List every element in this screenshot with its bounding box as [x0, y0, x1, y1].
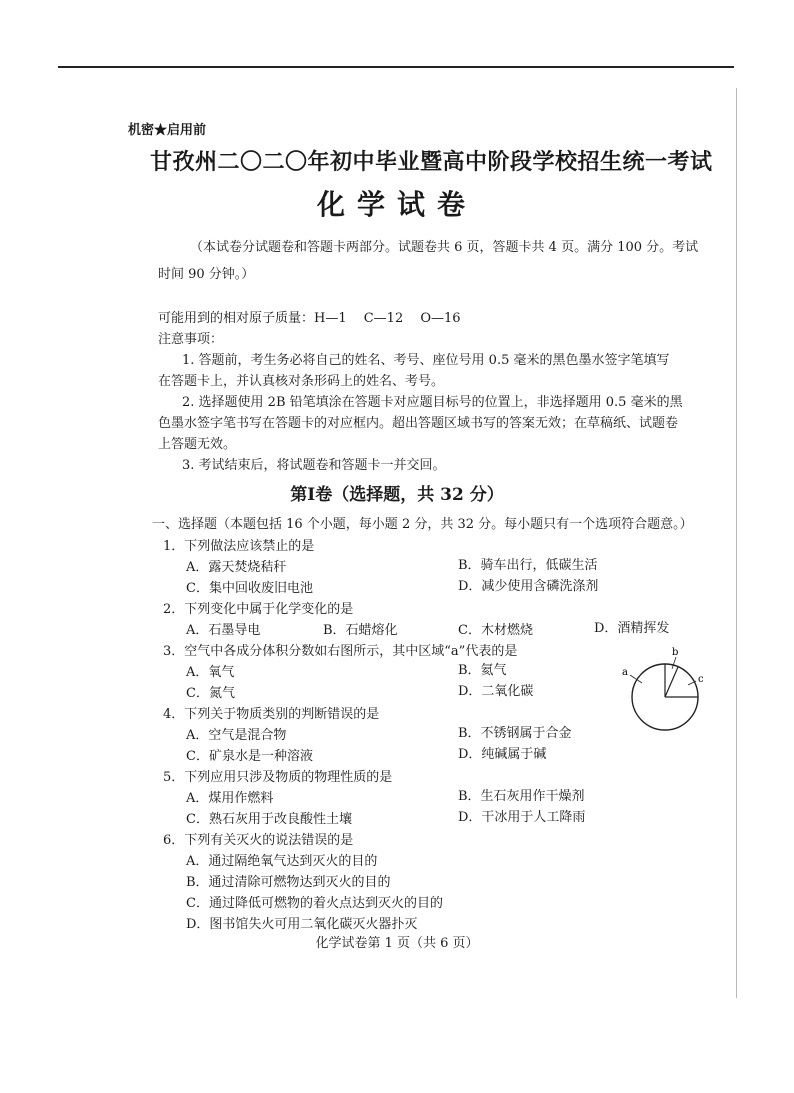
leader-line-b — [672, 657, 676, 669]
option-a: A．露天焚烧秸秆 — [186, 560, 287, 575]
option-d: D．减少使用含磷洗涤剂 — [458, 579, 599, 594]
pie-label-a: a — [622, 667, 628, 678]
air-composition-pie-figure — [620, 645, 710, 735]
notice-line: 3. 考试结束后，将试题卷和答题卡一并交回。 — [182, 458, 446, 473]
notice-line: 上答题无效。 — [158, 437, 237, 452]
question-stem: 1．下列做法应该禁止的是 — [163, 539, 315, 554]
option-b: B．石蜡熔化 — [323, 623, 398, 638]
option-b: B．不锈钢属于合金 — [458, 726, 572, 741]
option-b: B．通过清除可燃物达到灭火的目的 — [186, 875, 391, 890]
option-c: C．熟石灰用于改良酸性土壤 — [186, 812, 352, 827]
notice-line: 色墨水签字笔书写在答题卡的对应框内。超出答题区域书写的答案无效；在草稿纸、试题卷 — [158, 416, 679, 431]
page-footer: 化学试卷第 1 页（共 6 页） — [315, 936, 479, 951]
pie-label-b: b — [672, 647, 679, 658]
option-b: B．生石灰用作干燥剂 — [458, 789, 585, 804]
option-b: B．氦气 — [458, 663, 507, 678]
atomic-mass-line: 可能用到的相对原子质量：H—1 C—12 O—16 — [158, 311, 461, 326]
option-c: C．木材燃烧 — [458, 623, 533, 638]
scan-edge-line — [736, 88, 737, 998]
section-title: 第Ⅰ卷（选择题，共 32 分） — [290, 485, 504, 505]
option-a: A．煤用作燃料 — [186, 791, 274, 806]
option-c: C．通过降低可燃物的着火点达到灭火的目的 — [186, 896, 443, 911]
pie-divider — [665, 667, 678, 697]
question-stem: 2．下列变化中属于化学变化的是 — [163, 602, 354, 617]
pie-label-c: c — [698, 674, 704, 685]
option-c: C．集中回收废旧电池 — [186, 581, 313, 596]
intro-line-1: （本试卷分试题卷和答题卡两部分。试题卷共 6 页，答题卡共 4 页。满分 100 分。考试 — [190, 240, 699, 255]
intro-line-2: 时间 90 分钟。） — [158, 267, 255, 282]
notice-line: 1. 答题前，考生务必将自己的姓名、考号、座位号用 0.5 毫米的黑色墨水签字笔填写 — [182, 353, 670, 368]
option-a: A．氧气 — [186, 665, 235, 680]
top-rule — [58, 66, 734, 68]
question-stem: 3．空气中各成分体积分数如右图所示，其中区域“a”代表的是 — [163, 644, 518, 659]
option-a: A．石墨导电 — [186, 623, 261, 638]
option-d: D．酒精挥发 — [594, 621, 670, 636]
option-c: C．矿泉水是一种溶液 — [186, 749, 313, 764]
notice-line: 2. 选择题使用 2B 铅笔填涂在答题卡对应题目标号的位置上，非选择题用 0.5 毫米的黑 — [182, 395, 683, 410]
option-d: D．纯碱属于碱 — [458, 747, 547, 762]
option-a: A．空气是混合物 — [186, 728, 287, 743]
subject-title: 化学试卷 — [316, 188, 477, 221]
option-d: D．图书馆失火可用二氧化碳灭火器扑灭 — [186, 917, 418, 932]
question-stem: 6．下列有关灭火的说法错误的是 — [163, 833, 354, 848]
option-d: D．干冰用于人工降雨 — [458, 810, 586, 825]
question-stem: 4．下列关于物质类别的判断错误的是 — [163, 707, 380, 722]
option-d: D．二氧化碳 — [458, 684, 534, 699]
exam-title: 甘孜州二〇二〇年初中毕业暨高中阶段学校招生统一考试 — [150, 149, 713, 175]
notice-heading: 注意事项： — [158, 332, 224, 347]
section-instruction: 一、选择题（本题包括 16 个小题，每小题 2 分，共 32 分。每小题只有一个选项符合题意。） — [152, 517, 693, 532]
option-a: A．通过隔绝氧气达到灭火的目的 — [186, 854, 378, 869]
option-c: C．氮气 — [186, 686, 235, 701]
confidential-mark: 机密★启用前 — [128, 123, 207, 138]
notice-line: 在答题卡上，并认真核对条形码上的姓名、考号。 — [158, 374, 445, 389]
question-stem: 5．下列应用只涉及物质的物理性质的是 — [163, 770, 393, 785]
option-b: B．骑车出行，低碳生活 — [458, 558, 598, 573]
